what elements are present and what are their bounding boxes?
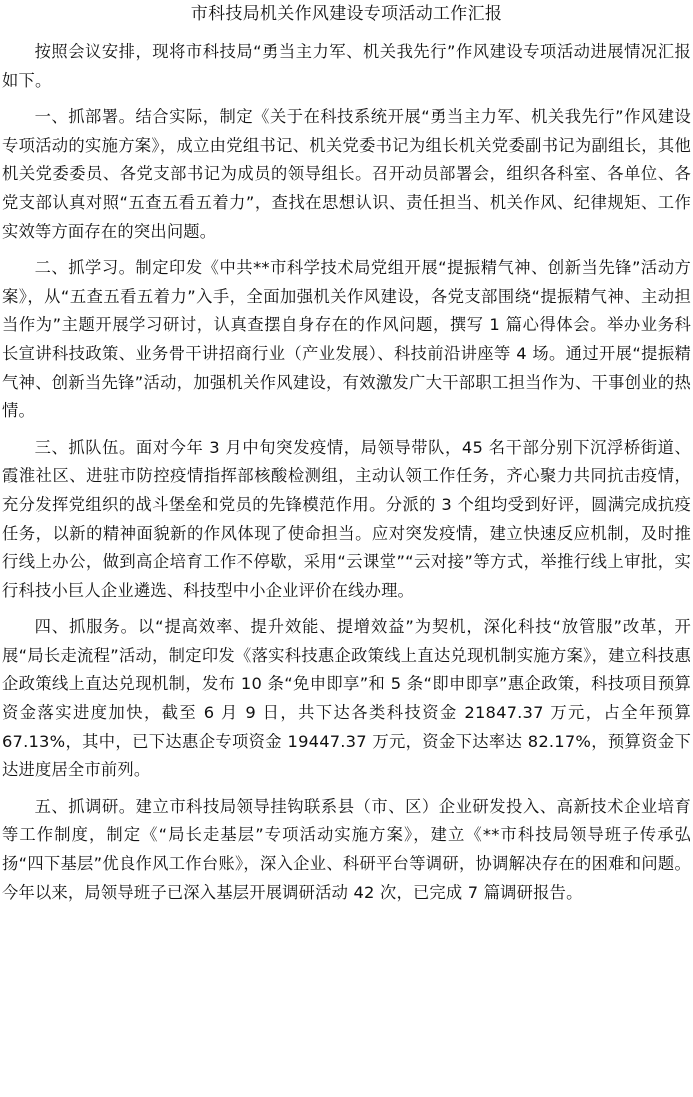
paragraph-research: 五、抓调研。建立市科技局领导挂钩联系县（市、区）企业研发投入、高新技术企业培育等工作制度，制定《“局长走基层”专项活动实施方案》，建立《**市科技局领导班子传承弘扬“四下基层”优良作风工作台账》，深入企业、科研平台等调研，协调解决存在的困难和问题。今年以来，局领导班子已深入基层开展调研活动 42 次，已完成 7 篇调研报告。: [2, 796, 691, 902]
document-title: 市科技局机关作风建设专项活动工作汇报: [190, 4, 503, 24]
paragraph-team: 三、抓队伍。面对今年 3 月中旬突发疫情，局领导带队，45 名干部分别下沉浮桥街道、霞淮社区、进驻市防控疫情指挥部核酸检测组，主动认领工作任务，齐心聚力共同抗击疫情，充分发挥党组织的战斗堡垒和党员的先锋模范作用。分派的 3 个组均受到好评，圆满完成抗疫任务，以新的精神面貌新的作风体现了使命担当。应对突发疫情，建立快速反应机制，及时推行线上办公，做到高企培育工作不停歇，采用“云课堂”“云对接”等方式，举推行线上审批，实行科技小巨人企业遴选、科技型中小企业评价在线办理。: [2, 437, 691, 600]
paragraph-study: 二、抓学习。制定印发《中共**市科学技术局党组开展“提振精气神、创新当先锋”活动方案》，从“五查五看五着力”入手，全面加强机关作风建设，各党支部围绕“提振精气神、主动担当作为”主题开展学习研讨，认真查摆自身存在的作风问题，撰写 1 篇心得体会。举办业务科长宣讲科技政策、业务骨干讲招商行业（产业发展）、科技前沿讲座等 4 场。通过开展“提振精气神、创新当先锋”活动，加强机关作风建设，有效激发广大干部职工担当作为、干事创业的热情。: [2, 258, 691, 421]
paragraph-service: 四、抓服务。以“提高效率、提升效能、提增效益”为契机，深化科技“放管服”改革，开展“局长走流程”活动，制定印发《落实科技惠企政策线上直达兑现机制实施方案》，建立科技惠企政策线上直达兑现机制，发布 10 条“免申即享”和 5 条“即申即享”惠企政策，科技项目预算资金落实进度加快，截至 6 月 9 日，共下达各类科技资金 21847.37 万元，占全年预算 67.13%，其中，已下达惠企专项资金 19447.37 万元，资金下达率达 82.17%，预算资金下达进度居全市前列。: [2, 617, 691, 780]
paragraph-deployment: 一、抓部署。结合实际，制定《关于在科技系统开展“勇当主力军、机关我先行”作风建设专项活动的实施方案》，成立由党组书记、机关党委书记为组长机关党委副书记为副组长，其他机关党委委员、各党支部书记为成员的领导组长。召开动员部署会，组织各科室、各单位、各党支部认真对照“五查五看五着力”，查找在思想认识、责任担当、机关作风、纪律规矩、工作实效等方面存在的突出问题。: [2, 107, 691, 241]
paragraph-intro: 按照会议安排，现将市科技局“勇当主力军、机关我先行”作风建设专项活动进展情况汇报如下。: [2, 42, 691, 90]
